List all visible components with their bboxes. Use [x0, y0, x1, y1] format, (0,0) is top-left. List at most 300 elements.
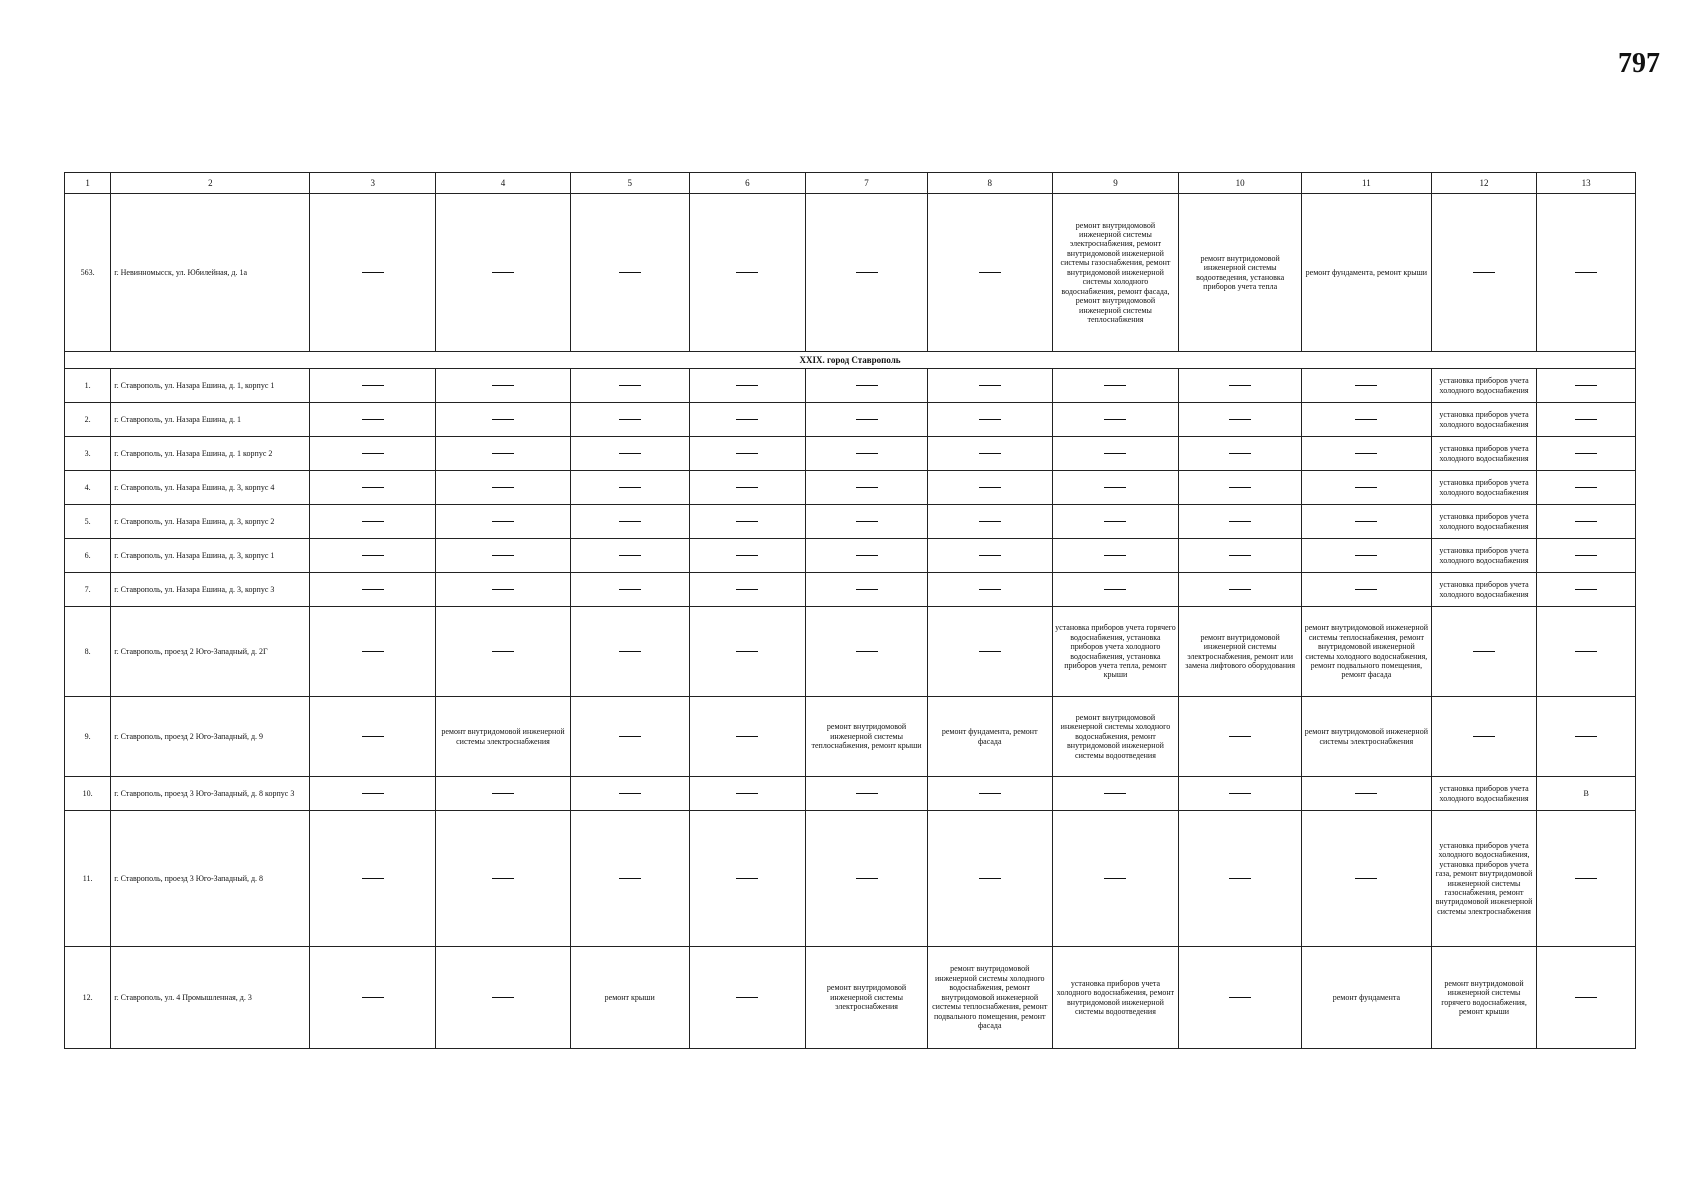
work-cell: ремонт внутридомовой инженерной системы электроснабжения, ремонт внутридомовой инженерной системы газоснабжения, ремонт внутридомовой инженерной системы холодного водоснабжения, ремонт фасада, ремонт внутридомовой инженерной системы теплоснабжения: [1052, 194, 1179, 352]
empty-dash: [1355, 589, 1377, 590]
empty-dash: [1355, 521, 1377, 522]
work-cell: [436, 573, 571, 607]
work-cell: [927, 811, 1052, 947]
section-row: [65, 352, 1636, 369]
empty-dash: [619, 272, 641, 273]
column-number-row: [65, 173, 1636, 194]
empty-dash: [619, 521, 641, 522]
work-cell: [1179, 369, 1302, 403]
work-cell: [689, 811, 806, 947]
work-cell: [689, 777, 806, 811]
work-cell: ремонт фундамента, ремонт крыши: [1302, 194, 1432, 352]
work-cell: [1052, 811, 1179, 947]
empty-dash: [619, 555, 641, 556]
work-cell: [689, 697, 806, 777]
work-cell: [1052, 471, 1179, 505]
work-cell: [689, 607, 806, 697]
work-cell: [1179, 505, 1302, 539]
row-number: 10.: [65, 777, 111, 811]
work-cell: [689, 369, 806, 403]
work-cell: [436, 539, 571, 573]
page-number: 797: [1618, 48, 1660, 79]
work-cell: [436, 403, 571, 437]
work-cell: [1052, 777, 1179, 811]
work-cell: [1302, 403, 1432, 437]
work-cell: [1537, 539, 1636, 573]
work-cell: [689, 947, 806, 1049]
work-cell: [310, 697, 436, 777]
work-cell: [570, 573, 689, 607]
work-cell: [1179, 777, 1302, 811]
empty-dash: [1104, 878, 1126, 879]
empty-dash: [492, 589, 514, 590]
empty-dash: [1104, 385, 1126, 386]
work-cell: [570, 777, 689, 811]
empty-dash: [856, 521, 878, 522]
work-cell: [689, 573, 806, 607]
work-cell: установка приборов учета холодного водоснабжения: [1431, 471, 1537, 505]
empty-dash: [362, 487, 384, 488]
work-cell: [310, 947, 436, 1049]
work-cell: [436, 471, 571, 505]
work-cell: [1302, 437, 1432, 471]
work-cell: ремонт внутридомовой инженерной системы холодного водоснабжения, ремонт внутридомовой инженерной системы водоотведения: [1052, 697, 1179, 777]
table-row: [65, 403, 1636, 437]
empty-dash: [979, 272, 1001, 273]
work-cell: [310, 194, 436, 352]
work-cell: ремонт внутридомовой инженерной системы теплоснабжения, ремонт крыши: [806, 697, 928, 777]
row-address: г. Невинномысск, ул. Юбилейная, д. 1а: [111, 194, 310, 352]
work-cell: [436, 947, 571, 1049]
work-cell: [1302, 505, 1432, 539]
work-cell: ремонт фундамента: [1302, 947, 1432, 1049]
work-cell: установка приборов учета холодного водоснабжения: [1431, 777, 1537, 811]
empty-dash: [492, 793, 514, 794]
table-row: [65, 471, 1636, 505]
empty-dash: [619, 793, 641, 794]
table-row: [65, 369, 1636, 403]
empty-dash: [619, 487, 641, 488]
empty-dash: [619, 736, 641, 737]
empty-dash: [362, 453, 384, 454]
empty-dash: [979, 419, 1001, 420]
row-address: г. Ставрополь, ул. Назара Ешина, д. 1, корпус 1: [111, 369, 310, 403]
work-cell: ремонт внутридомовой инженерной системы электроснабжения: [436, 697, 571, 777]
work-cell: [310, 777, 436, 811]
empty-dash: [492, 997, 514, 998]
empty-dash: [362, 793, 384, 794]
empty-dash: [979, 453, 1001, 454]
empty-dash: [736, 736, 758, 737]
empty-dash: [492, 419, 514, 420]
empty-dash: [856, 272, 878, 273]
empty-dash: [619, 385, 641, 386]
empty-dash: [1355, 385, 1377, 386]
empty-dash: [492, 487, 514, 488]
work-cell: [1052, 437, 1179, 471]
empty-dash: [736, 453, 758, 454]
work-cell: [806, 811, 928, 947]
empty-dash: [1229, 521, 1251, 522]
work-cell: ремонт крыши: [570, 947, 689, 1049]
empty-dash: [736, 793, 758, 794]
empty-dash: [362, 272, 384, 273]
empty-dash: [492, 555, 514, 556]
work-cell: ремонт внутридомовой инженерной системы водоотведения, установка приборов учета тепла: [1179, 194, 1302, 352]
work-cell: [689, 471, 806, 505]
work-cell: [689, 194, 806, 352]
work-cell: установка приборов учета холодного водоснабжения, ремонт внутридомовой инженерной системы водоотведения: [1052, 947, 1179, 1049]
empty-dash: [619, 651, 641, 652]
work-cell: [1052, 505, 1179, 539]
column-number-cell: 12: [1431, 173, 1537, 194]
empty-dash: [979, 651, 1001, 652]
work-cell: [570, 194, 689, 352]
empty-dash: [492, 651, 514, 652]
work-cell: [689, 437, 806, 471]
work-cell: [1537, 947, 1636, 1049]
work-cell: [310, 505, 436, 539]
empty-dash: [1575, 651, 1597, 652]
empty-dash: [1229, 736, 1251, 737]
work-cell: [927, 403, 1052, 437]
work-cell: [1302, 369, 1432, 403]
work-cell: [1537, 697, 1636, 777]
empty-dash: [1229, 419, 1251, 420]
empty-dash: [979, 878, 1001, 879]
work-cell: [806, 607, 928, 697]
empty-dash: [362, 651, 384, 652]
work-cell: [310, 573, 436, 607]
work-cell: [1302, 573, 1432, 607]
row-address: г. Ставрополь, проезд 2 Юго-Западный, д. 9: [111, 697, 310, 777]
empty-dash: [362, 997, 384, 998]
work-cell: [806, 573, 928, 607]
empty-dash: [619, 453, 641, 454]
row-address: г. Ставрополь, ул. Назара Ешина, д. 3, корпус 3: [111, 573, 310, 607]
work-cell: [806, 437, 928, 471]
empty-dash: [736, 521, 758, 522]
work-cell: [806, 194, 928, 352]
table-row: [65, 811, 1636, 947]
empty-dash: [492, 453, 514, 454]
row-number: 4.: [65, 471, 111, 505]
empty-dash: [1575, 589, 1597, 590]
empty-dash: [1355, 453, 1377, 454]
section-title: XXIX. город Ставрополь: [65, 352, 1636, 369]
column-number-cell: 6: [689, 173, 806, 194]
work-cell: [570, 369, 689, 403]
empty-dash: [362, 419, 384, 420]
column-number-cell: 5: [570, 173, 689, 194]
empty-dash: [856, 419, 878, 420]
column-number-cell: 7: [806, 173, 928, 194]
empty-dash: [362, 555, 384, 556]
empty-dash: [979, 385, 1001, 386]
empty-dash: [1104, 793, 1126, 794]
table-row: [65, 505, 1636, 539]
work-cell: установка приборов учета горячего водоснабжения, установка приборов учета холодного водоснабжения, установка приборов учета тепла, ремонт крыши: [1052, 607, 1179, 697]
column-number-cell: 3: [310, 173, 436, 194]
work-cell: [806, 539, 928, 573]
empty-dash: [1104, 419, 1126, 420]
empty-dash: [736, 651, 758, 652]
empty-dash: [1229, 997, 1251, 998]
work-cell: [1431, 697, 1537, 777]
empty-dash: [979, 793, 1001, 794]
work-cell: [436, 369, 571, 403]
work-cell: [436, 811, 571, 947]
row-number: 12.: [65, 947, 111, 1049]
work-cell: [927, 437, 1052, 471]
row-address: г. Ставрополь, ул. 4 Промышленная, д. 3: [111, 947, 310, 1049]
empty-dash: [736, 997, 758, 998]
empty-dash: [1355, 793, 1377, 794]
work-cell: ремонт внутридомовой инженерной системы холодного водоснабжения, ремонт внутридомовой инженерной системы теплоснабжения, ремонт подвального помещения, ремонт фасада: [927, 947, 1052, 1049]
empty-dash: [619, 878, 641, 879]
column-number-cell: 13: [1537, 173, 1636, 194]
work-cell: [1537, 573, 1636, 607]
row-address: г. Ставрополь, ул. Назара Ешина, д. 3, корпус 2: [111, 505, 310, 539]
row-address: г. Ставрополь, проезд 3 Юго-Западный, д. 8 корпус 3: [111, 777, 310, 811]
work-cell: [1302, 777, 1432, 811]
empty-dash: [979, 555, 1001, 556]
work-cell: В: [1537, 777, 1636, 811]
empty-dash: [856, 487, 878, 488]
work-cell: [927, 471, 1052, 505]
empty-dash: [1575, 453, 1597, 454]
row-number: 11.: [65, 811, 111, 947]
work-cell: установка приборов учета холодного водоснабжения: [1431, 539, 1537, 573]
empty-dash: [1473, 272, 1495, 273]
empty-dash: [1575, 555, 1597, 556]
column-number-cell: 10: [1179, 173, 1302, 194]
row-number: 2.: [65, 403, 111, 437]
work-cell: [806, 403, 928, 437]
row-address: г. Ставрополь, проезд 3 Юго-Западный, д. 8: [111, 811, 310, 947]
empty-dash: [1575, 997, 1597, 998]
work-cell: [1537, 403, 1636, 437]
work-cell: [570, 539, 689, 573]
row-number: 3.: [65, 437, 111, 471]
empty-dash: [1575, 487, 1597, 488]
work-cell: [310, 437, 436, 471]
work-cell: [1179, 811, 1302, 947]
work-cell: [436, 607, 571, 697]
empty-dash: [856, 793, 878, 794]
work-cell: [806, 369, 928, 403]
empty-dash: [1229, 487, 1251, 488]
empty-dash: [492, 272, 514, 273]
empty-dash: [1575, 521, 1597, 522]
table-row: [65, 607, 1636, 697]
empty-dash: [362, 878, 384, 879]
empty-dash: [856, 555, 878, 556]
work-cell: [1179, 403, 1302, 437]
empty-dash: [736, 272, 758, 273]
work-cell: [689, 403, 806, 437]
work-cell: [570, 811, 689, 947]
work-cell: [436, 194, 571, 352]
empty-dash: [979, 521, 1001, 522]
row-number: 5.: [65, 505, 111, 539]
work-cell: [1431, 607, 1537, 697]
table-row: [65, 777, 1636, 811]
empty-dash: [1104, 521, 1126, 522]
row-address: г. Ставрополь, ул. Назара Ешина, д. 1: [111, 403, 310, 437]
work-cell: [1179, 437, 1302, 471]
work-cell: [1431, 194, 1537, 352]
work-cell: установка приборов учета холодного водоснабжения: [1431, 369, 1537, 403]
empty-dash: [1104, 453, 1126, 454]
work-cell: [1537, 607, 1636, 697]
empty-dash: [1575, 385, 1597, 386]
work-cell: [1302, 471, 1432, 505]
empty-dash: [362, 385, 384, 386]
row-address: г. Ставрополь, ул. Назара Ешина, д. 3, корпус 4: [111, 471, 310, 505]
work-cell: [1052, 403, 1179, 437]
empty-dash: [492, 521, 514, 522]
empty-dash: [979, 589, 1001, 590]
work-cell: ремонт внутридомовой инженерной системы электроснабжения: [1302, 697, 1432, 777]
work-cell: [689, 505, 806, 539]
work-cell: [1537, 811, 1636, 947]
work-cell: [436, 777, 571, 811]
work-cell: установка приборов учета холодного водоснабжения: [1431, 403, 1537, 437]
empty-dash: [362, 736, 384, 737]
repair-schedule-table: [64, 172, 1636, 1049]
row-address: г. Ставрополь, ул. Назара Ешина, д. 1 корпус 2: [111, 437, 310, 471]
work-cell: [1179, 539, 1302, 573]
empty-dash: [1229, 385, 1251, 386]
work-cell: [436, 437, 571, 471]
column-number-cell: 2: [111, 173, 310, 194]
work-cell: установка приборов учета холодного водоснабжения: [1431, 573, 1537, 607]
work-cell: [570, 437, 689, 471]
empty-dash: [1575, 272, 1597, 273]
empty-dash: [1473, 651, 1495, 652]
empty-dash: [736, 419, 758, 420]
work-cell: [310, 369, 436, 403]
empty-dash: [619, 589, 641, 590]
work-cell: [310, 403, 436, 437]
empty-dash: [362, 521, 384, 522]
work-cell: [806, 505, 928, 539]
work-cell: [570, 697, 689, 777]
work-cell: [927, 369, 1052, 403]
work-cell: установка приборов учета холодного водоснабжения: [1431, 437, 1537, 471]
work-cell: [1052, 573, 1179, 607]
empty-dash: [1229, 878, 1251, 879]
column-number-cell: 9: [1052, 173, 1179, 194]
empty-dash: [856, 651, 878, 652]
row-address: г. Ставрополь, ул. Назара Ешина, д. 3, корпус 1: [111, 539, 310, 573]
work-cell: ремонт внутридомовой инженерной системы теплоснабжения, ремонт внутридомовой инженерной системы холодного водоснабжения, ремонт подвального помещения, ремонт фасада: [1302, 607, 1432, 697]
empty-dash: [1229, 555, 1251, 556]
row-number: 8.: [65, 607, 111, 697]
row-number: 7.: [65, 573, 111, 607]
empty-dash: [856, 385, 878, 386]
empty-dash: [1355, 419, 1377, 420]
work-cell: ремонт внутридомовой инженерной системы электроснабжения: [806, 947, 928, 1049]
empty-dash: [1355, 555, 1377, 556]
work-cell: [436, 505, 571, 539]
empty-dash: [736, 555, 758, 556]
empty-dash: [736, 487, 758, 488]
work-cell: [310, 539, 436, 573]
work-cell: ремонт внутридомовой инженерной системы электроснабжения, ремонт или замена лифтового оборудования: [1179, 607, 1302, 697]
work-cell: [1179, 573, 1302, 607]
work-cell: [310, 811, 436, 947]
empty-dash: [1104, 589, 1126, 590]
empty-dash: [1229, 793, 1251, 794]
table-row: [65, 194, 1636, 352]
work-cell: [310, 607, 436, 697]
empty-dash: [1355, 878, 1377, 879]
work-cell: [927, 607, 1052, 697]
work-cell: ремонт фундамента, ремонт фасада: [927, 697, 1052, 777]
empty-dash: [1104, 487, 1126, 488]
work-cell: [806, 777, 928, 811]
empty-dash: [492, 878, 514, 879]
row-number: 9.: [65, 697, 111, 777]
work-cell: [1537, 194, 1636, 352]
row-number: 6.: [65, 539, 111, 573]
work-cell: установка приборов учета холодного водоснабжения: [1431, 505, 1537, 539]
work-cell: [570, 471, 689, 505]
empty-dash: [492, 385, 514, 386]
work-cell: [927, 573, 1052, 607]
work-cell: [927, 505, 1052, 539]
row-address: г. Ставрополь, проезд 2 Юго-Западный, д. 2Г: [111, 607, 310, 697]
work-cell: [570, 505, 689, 539]
empty-dash: [1355, 487, 1377, 488]
empty-dash: [856, 878, 878, 879]
row-number: 563.: [65, 194, 111, 352]
work-cell: [570, 607, 689, 697]
column-number-cell: 4: [436, 173, 571, 194]
work-cell: [1537, 505, 1636, 539]
row-number: 1.: [65, 369, 111, 403]
empty-dash: [1473, 736, 1495, 737]
work-cell: [1537, 437, 1636, 471]
empty-dash: [1104, 555, 1126, 556]
work-cell: ремонт внутридомовой инженерной системы горячего водоснабжения, ремонт крыши: [1431, 947, 1537, 1049]
empty-dash: [1229, 453, 1251, 454]
table-row: [65, 947, 1636, 1049]
work-cell: [1537, 369, 1636, 403]
work-cell: [927, 777, 1052, 811]
work-cell: [1179, 697, 1302, 777]
column-number-cell: 1: [65, 173, 111, 194]
empty-dash: [736, 589, 758, 590]
work-cell: [1052, 539, 1179, 573]
work-cell: [1052, 369, 1179, 403]
column-number-cell: 8: [927, 173, 1052, 194]
column-number-cell: 11: [1302, 173, 1432, 194]
empty-dash: [1575, 878, 1597, 879]
table-row: [65, 573, 1636, 607]
empty-dash: [856, 589, 878, 590]
work-cell: [1302, 811, 1432, 947]
work-cell: [689, 539, 806, 573]
work-cell: [927, 194, 1052, 352]
empty-dash: [1575, 419, 1597, 420]
work-cell: установка приборов учета холодного водоснабжения, установка приборов учета газа, ремонт внутридомовой инженерной системы газоснабжения, ремонт внутридомовой инженерной системы электроснабжения: [1431, 811, 1537, 947]
empty-dash: [736, 878, 758, 879]
work-cell: [1537, 471, 1636, 505]
work-cell: [570, 403, 689, 437]
